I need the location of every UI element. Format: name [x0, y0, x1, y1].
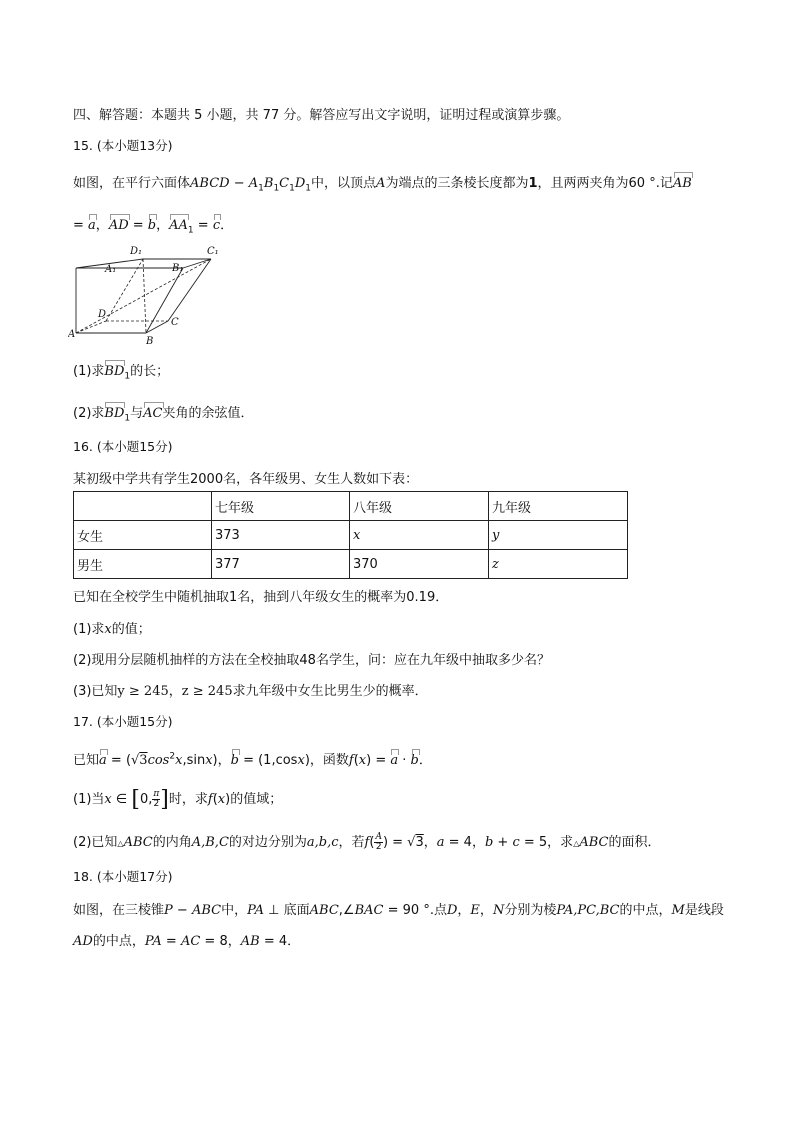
- q17-part1: (1)当x ∈ [0, $\frac{\pi}{2}$ ]时，求f(x)的值域；: [73, 787, 283, 812]
- q16-intro: 某初级中学共有学生2000名，各年级男、女生人数如下表：: [73, 472, 419, 487]
- table-cell: 女生: [74, 521, 212, 550]
- table-cell: [74, 492, 212, 521]
- q16-part3: (3)已知y ≥ 245，z ≥ 245求九年级中女生比男生少的概率．: [73, 684, 428, 699]
- q16-heading: 16. (本小题15分): [73, 439, 173, 454]
- label-D1: D₁: [130, 246, 143, 257]
- table-cell: x: [349, 521, 488, 550]
- q16-given: 已知在全校学生中随机抽取1名，抽到八年级女生的概率为0.19．: [73, 590, 449, 605]
- label-C: C: [171, 317, 179, 328]
- table-cell: y: [489, 521, 628, 550]
- label-B: B: [146, 336, 154, 345]
- table-cell: 七年级: [211, 492, 349, 521]
- q15-part2: (2)求$BD_1$与AC夹角的余弦值．: [73, 406, 254, 424]
- q17-line1: 已知$a = (√3\cos^2x,\sin x)$，b = (1,cosx)，函数f(x) = a · b．: [73, 751, 432, 768]
- q17-heading: 17. (本小题15分): [73, 714, 173, 729]
- label-A: A: [68, 329, 76, 340]
- label-A1: A₁: [105, 264, 117, 275]
- grade-table: [73, 491, 628, 579]
- table-cell: 370: [349, 550, 488, 579]
- q17-part2: (2)已知△ABC的内角A,B,C的对边分别为a,b,c，若f( $\frac{A}{2}$ ) = √3，a = 4，b + c = 5，求△ABC的面积．: [73, 832, 661, 852]
- q18-line2: AD的中点，PA = AC = 8，AB = 4．: [73, 934, 301, 949]
- section-title: 四、解答题：本题共 5 小题，共 77 分。解答应写出文字说明，证明过程或演算步骤。: [73, 108, 570, 123]
- q15-heading: 15. (本小题13分): [73, 138, 173, 153]
- table-cell: 373: [211, 521, 349, 550]
- table-cell: 377: [211, 550, 349, 579]
- table-cell: 男生: [74, 550, 212, 579]
- label-B1: B₁: [172, 263, 184, 274]
- label-D: D: [98, 309, 107, 320]
- q18-heading: 18. (本小题17分): [73, 869, 173, 884]
- q15-intro-line1: 如图，在平行六面体ABCD − $A_1B_1C_1D_1$中，以顶点A为端点的三条棱长度都为1，且两两夹角为60 °.记AB: [73, 176, 692, 194]
- q18-line1: 如图，在三棱锥P − ABC中，PA ⊥ 底面ABC,∠BAC = 90 °.点D，E，N分别为棱PA,PC,BC的中点，M是线段: [73, 903, 724, 918]
- table-cell: 九年级: [489, 492, 628, 521]
- q15-part1: (1)求$BD_1$的长；: [73, 364, 170, 382]
- q16-part1: (1)求x的值；: [73, 622, 151, 637]
- table-cell: 八年级: [349, 492, 488, 521]
- q15-intro-line2: = a，AD = b，$AA_1 = c$．: [73, 218, 234, 236]
- table-cell: z: [489, 550, 628, 579]
- table-row: [74, 521, 628, 550]
- table-row: [74, 550, 628, 579]
- label-C1: C₁: [207, 246, 219, 257]
- parallelepiped-figure: [68, 240, 228, 345]
- table-header-row: [74, 492, 628, 521]
- q16-part2: (2)现用分层随机抽样的方法在全校抽取48名学生，问：应在九年级中抽取多少名？: [73, 653, 550, 668]
